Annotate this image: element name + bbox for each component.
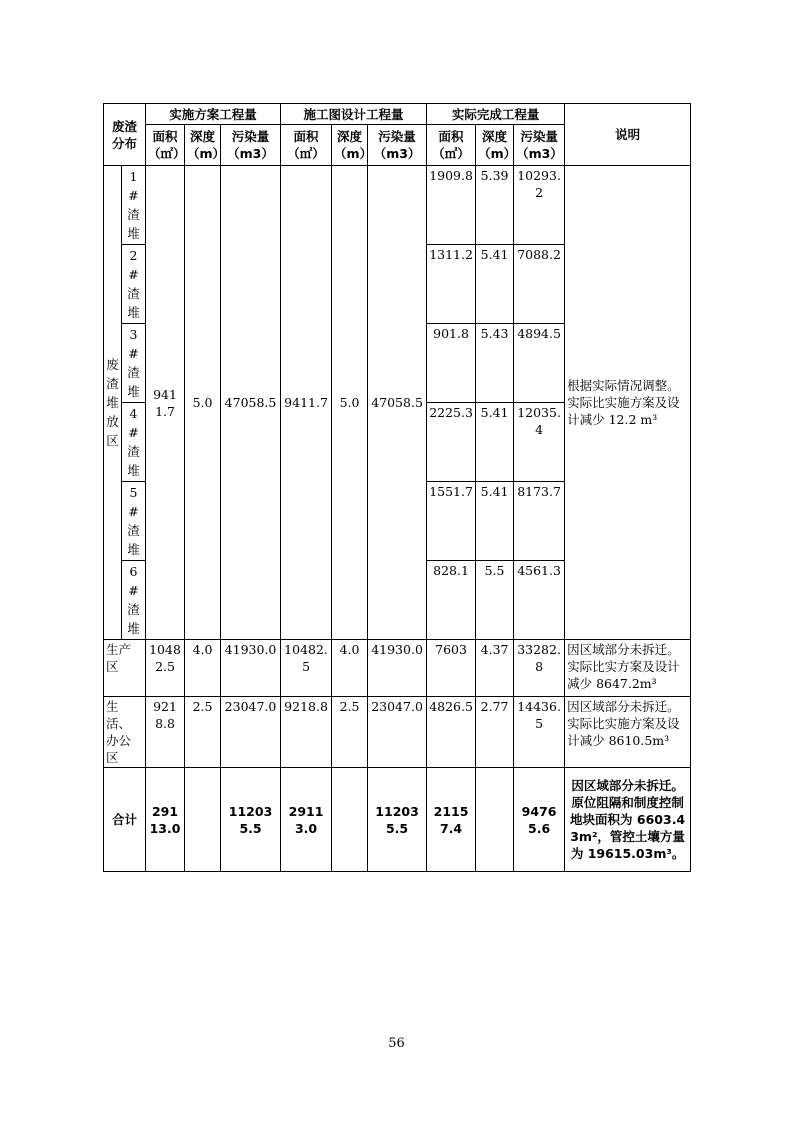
plan-depth-cell: 5.0 bbox=[185, 166, 221, 640]
total-design-depth bbox=[332, 768, 368, 872]
design-area-cell: 9218.8 bbox=[281, 697, 332, 768]
total-label: 合计 bbox=[104, 768, 146, 872]
total-design-area: 29113.0 bbox=[281, 768, 332, 872]
actual-area-cell: 901.8 bbox=[427, 324, 476, 403]
total-plan-area: 29113.0 bbox=[146, 768, 185, 872]
header-design-group: 施工图设计工程量 bbox=[281, 104, 427, 125]
living-note-cell: 因区域部分未拆迁。实际比实施方案及设计减少 8610.5m³ bbox=[565, 697, 691, 768]
total-plan-depth bbox=[185, 768, 221, 872]
header-actual-volume: 污染量（m3） bbox=[514, 125, 565, 166]
slag-note-cell: 根据实际情况调整。实际比实施方案及设计减少 12.2 m³ bbox=[565, 166, 691, 640]
header-note: 说明 bbox=[565, 104, 691, 166]
actual-area-cell: 2225.3 bbox=[427, 403, 476, 482]
slag-area-label: 废渣堆放区 bbox=[104, 166, 122, 640]
design-depth-cell: 5.0 bbox=[332, 166, 368, 640]
actual-volume-cell: 10293.2 bbox=[514, 166, 565, 245]
design-area-cell: 9411.7 bbox=[281, 166, 332, 640]
actual-volume-cell: 4561.3 bbox=[514, 561, 565, 640]
heap-name: 2#渣堆 bbox=[122, 245, 146, 324]
header-row-groups bbox=[104, 104, 691, 125]
plan-depth-cell: 2.5 bbox=[185, 697, 221, 768]
total-row bbox=[104, 768, 691, 872]
design-volume-cell: 41930.0 bbox=[368, 640, 427, 697]
total-actual-depth bbox=[476, 768, 514, 872]
heap-name: 3#渣堆 bbox=[122, 324, 146, 403]
header-design-volume: 污染量（m3） bbox=[368, 125, 427, 166]
heap-name: 4#渣堆 bbox=[122, 403, 146, 482]
header-actual-depth: 深度（m） bbox=[476, 125, 514, 166]
plan-area-cell: 9411.7 bbox=[146, 166, 185, 640]
heap-name: 1#渣堆 bbox=[122, 166, 146, 245]
header-plan-group: 实施方案工程量 bbox=[146, 104, 281, 125]
design-volume-cell: 23047.0 bbox=[368, 697, 427, 768]
actual-depth-cell: 5.41 bbox=[476, 482, 514, 561]
header-design-area: 面积（㎡） bbox=[281, 125, 332, 166]
heap-name: 6#渣堆 bbox=[122, 561, 146, 640]
total-note-cell: 因区域部分未拆迁。原位阻隔和制度控制地块面积为 6603.43m²，管控土壤方量为 19615.03m³。 bbox=[565, 768, 691, 872]
actual-depth-cell: 5.41 bbox=[476, 403, 514, 482]
header-actual-area: 面积（㎡） bbox=[427, 125, 476, 166]
actual-depth-cell: 5.43 bbox=[476, 324, 514, 403]
actual-depth-cell: 4.37 bbox=[476, 640, 514, 697]
header-design-depth: 深度（m） bbox=[332, 125, 368, 166]
total-actual-volume: 94765.6 bbox=[514, 768, 565, 872]
actual-area-cell: 7603 bbox=[427, 640, 476, 697]
heap-name: 5#渣堆 bbox=[122, 482, 146, 561]
actual-area-cell: 1311.2 bbox=[427, 245, 476, 324]
engineering-quantity-table bbox=[103, 103, 691, 872]
header-distribution: 废渣分布 bbox=[104, 104, 146, 166]
header-plan-area: 面积（㎡） bbox=[146, 125, 185, 166]
actual-depth-cell: 5.39 bbox=[476, 166, 514, 245]
actual-volume-cell: 33282.8 bbox=[514, 640, 565, 697]
header-plan-volume: 污染量（m3） bbox=[221, 125, 281, 166]
plan-depth-cell: 4.0 bbox=[185, 640, 221, 697]
actual-volume-cell: 7088.2 bbox=[514, 245, 565, 324]
actual-depth-cell: 5.5 bbox=[476, 561, 514, 640]
design-depth-cell: 2.5 bbox=[332, 697, 368, 768]
total-actual-area: 21157.4 bbox=[427, 768, 476, 872]
actual-depth-cell: 5.41 bbox=[476, 245, 514, 324]
design-depth-cell: 4.0 bbox=[332, 640, 368, 697]
actual-volume-cell: 4894.5 bbox=[514, 324, 565, 403]
table-row bbox=[104, 640, 691, 697]
actual-area-cell: 4826.5 bbox=[427, 697, 476, 768]
living-office-label: 生活、办公区 bbox=[104, 697, 146, 768]
header-plan-depth: 深度（m） bbox=[185, 125, 221, 166]
plan-volume-cell: 47058.5 bbox=[221, 166, 281, 640]
production-label: 生产区 bbox=[104, 640, 146, 697]
actual-area-cell: 828.1 bbox=[427, 561, 476, 640]
design-area-cell: 10482.5 bbox=[281, 640, 332, 697]
total-design-volume: 112035.5 bbox=[368, 768, 427, 872]
plan-area-cell: 10482.5 bbox=[146, 640, 185, 697]
table-row bbox=[104, 166, 691, 245]
total-plan-volume: 112035.5 bbox=[221, 768, 281, 872]
actual-volume-cell: 14436.5 bbox=[514, 697, 565, 768]
actual-depth-cell: 2.77 bbox=[476, 697, 514, 768]
production-note-cell: 因区域部分未拆迁。实际比实方案及设计减少 8647.2m³ bbox=[565, 640, 691, 697]
header-actual-group: 实际完成工程量 bbox=[427, 104, 565, 125]
design-volume-cell: 47058.5 bbox=[368, 166, 427, 640]
plan-volume-cell: 23047.0 bbox=[221, 697, 281, 768]
actual-area-cell: 1551.7 bbox=[427, 482, 476, 561]
plan-volume-cell: 41930.0 bbox=[221, 640, 281, 697]
actual-volume-cell: 8173.7 bbox=[514, 482, 565, 561]
plan-area-cell: 9218.8 bbox=[146, 697, 185, 768]
actual-volume-cell: 12035.4 bbox=[514, 403, 565, 482]
table-row bbox=[104, 697, 691, 768]
actual-area-cell: 1909.8 bbox=[427, 166, 476, 245]
page-number: 56 bbox=[388, 1036, 405, 1051]
